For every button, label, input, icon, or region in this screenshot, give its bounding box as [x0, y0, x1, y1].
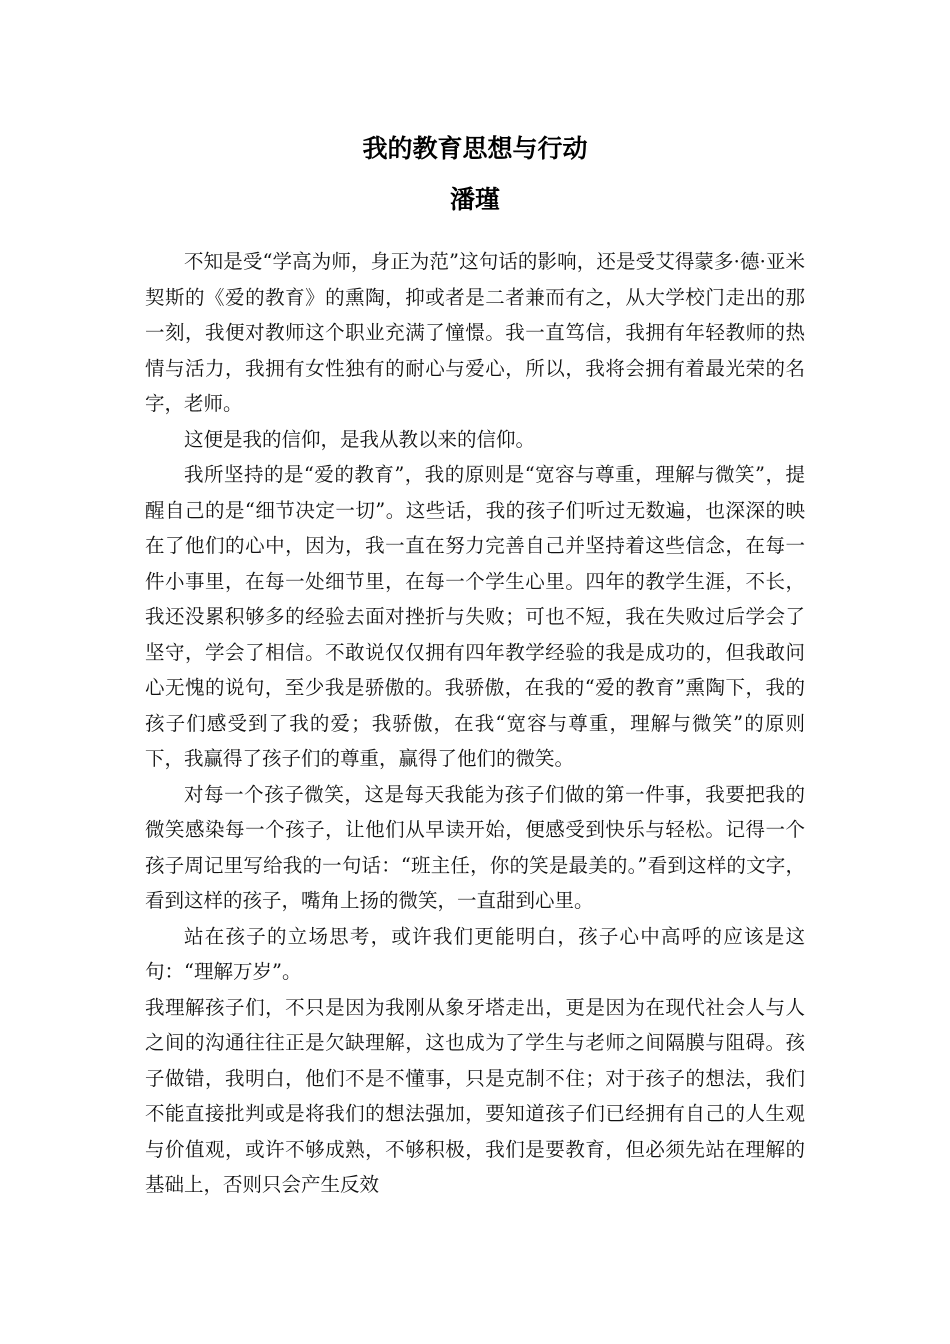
- document-title: 我的教育思想与行动: [362, 134, 588, 163]
- paragraph: 我理解孩子们，不只是因为我刚从象牙塔走出，更是因为在现代社会人与人之间的沟通往往正是欠缺理解，这也成为了学生与老师之间隔膜与阻碍。孩子做错，我明白，他们不是不懂事，只是克制不住；对于孩子的想法，我们不能直接批判或是将我们的想法强加，要知道孩子们已经拥有自己的人生观与价值观，或许不够成熟，不够积极，我们是要教育，但必须先站在理解的基础上，否则只会产生反效: [145, 995, 805, 1196]
- paragraph: 这便是我的信仰，是我从教以来的信仰。: [184, 427, 536, 451]
- paragraph: 站在孩子的立场思考，或许我们更能明白，孩子心中高呼的应该是这句：“理解万岁”。: [145, 924, 805, 983]
- paragraph: 我所坚持的是“爱的教育”，我的原则是“宽容与尊重，理解与微笑”，提醒自己的是“细节决定一切”。这些话，我的孩子们听过无数遍，也深深的映在了他们的心中，因为，我一直在努力完善自己并坚持着这些信念，在每一件小事里，在每一处细节里，在每一个学生心里。四年的教学生涯，不长，我还没累积够多的经验去面对挫折与失败；可也不短，我在失败过后学会了坚守，学会了相信。不敢说仅仅拥有四年教学经验的我是成功的，但我敢问心无愧的说句，至少我是骄傲的。我骄傲，在我的“爱的教育”熏陶下，我的孩子们感受到了我的爱；我骄傲，在我“宽容与尊重，理解与微笑”的原则下，我赢得了孩子们的尊重，赢得了他们的微笑。: [145, 463, 805, 770]
- paragraph: 不知是受“学高为师，身正为范”这句话的影响，还是受艾得蒙多·德·亚米契斯的《爱的教育》的熏陶，抑或者是二者兼而有之，从大学校门走出的那一刻，我便对教师这个职业充满了憧憬。我一直笃信，我拥有年轻教师的热情与活力，我拥有女性独有的耐心与爱心，所以，我将会拥有着最光荣的名字，老师。: [145, 250, 805, 415]
- document-author: 潘瑾: [449, 185, 500, 214]
- document-body: [145, 244, 805, 1203]
- paragraph: 对每一个孩子微笑，这是每天我能为孩子们做的第一件事，我要把我的微笑感染每一个孩子，让他们从早读开始，便感受到快乐与轻松。记得一个孩子周记里写给我的一句话：“班主任，你的笑是最美的。”看到这样的文字，看到这样的孩子，嘴角上扬的微笑，一直甜到心里。: [145, 782, 805, 912]
